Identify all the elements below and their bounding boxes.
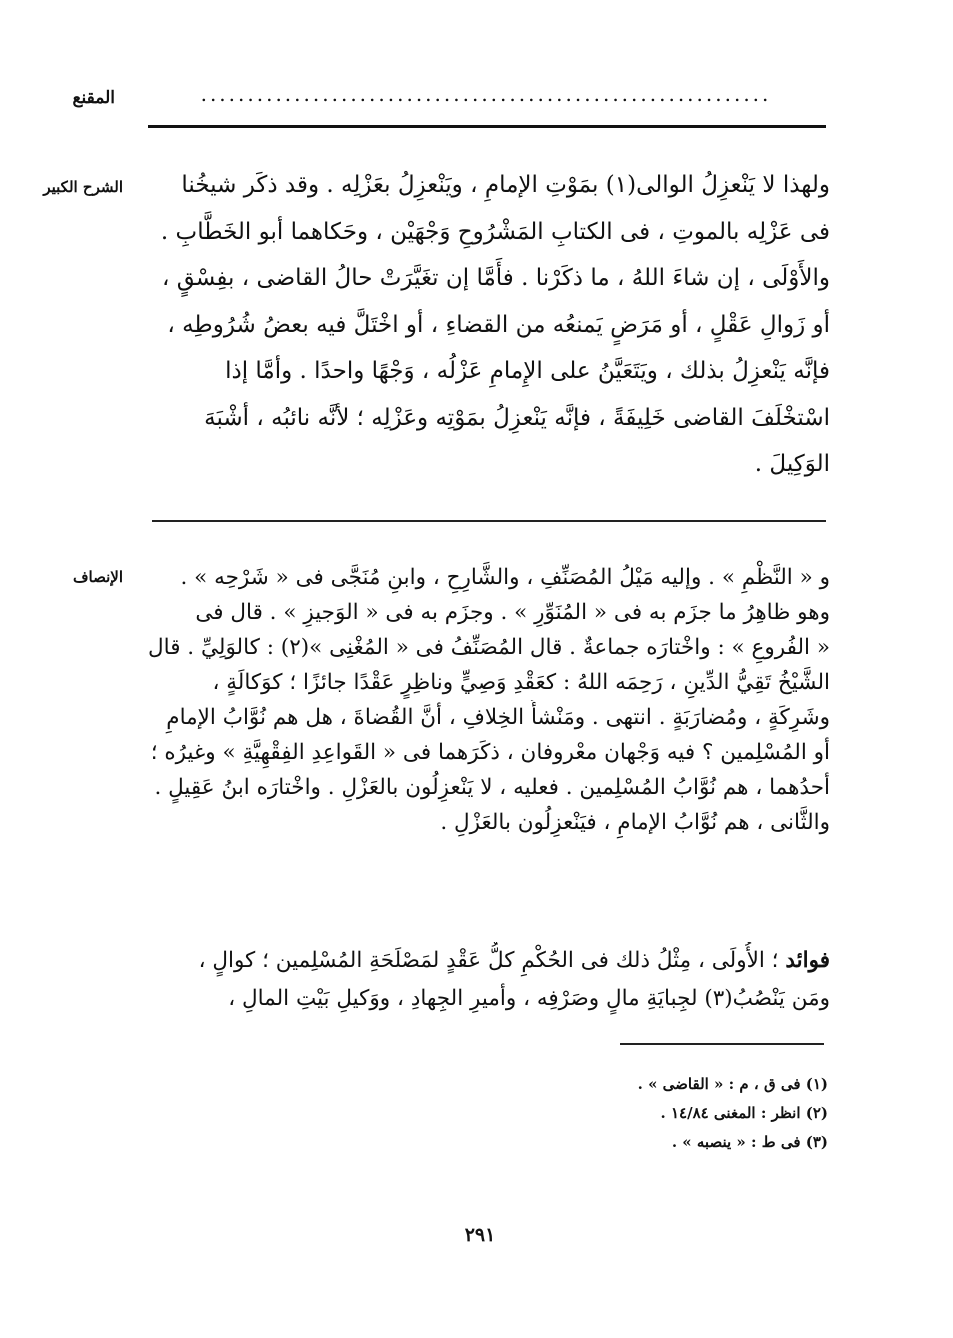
- footnote-item: (١) فى ق ، م : « القاضى » .: [637, 1075, 828, 1093]
- header-rule: [148, 125, 826, 128]
- text-line: و « النَّظْمِ » . وإليه مَيْلُ المُصَنِّفِ ، والشَّارِحِ ، وابنِ مُنَجَّى فى « شَرْحِه » .: [180, 565, 830, 590]
- text-line: وهو ظاهِرُ ما جزَم به فى « المُنَوِّرِ » . وجزَم به فى « الوَجيزِ » . قال فى: [195, 600, 830, 625]
- book-title: المقنع: [72, 88, 115, 108]
- fawaid-heading: فوائد: [785, 948, 830, 973]
- text-line: اسْتخْلَفَ القاضى خَلِيفَةً ، فإنَّه يَنْعزِلُ بمَوْتِه وعَزْلِه ؛ لأنَّه نائبُه ، أشْبَهَ: [204, 404, 830, 431]
- section-divider: [152, 520, 826, 522]
- sharh-text-block: [140, 162, 830, 488]
- fawaid-line-text: ؛ الأُولَى ، مِثْلُ ذلك فى الحُكْمِ كلُّ عَقْدٍ لمَصْلَحَةِ المُسْلِمين ؛ كوالٍ ،: [198, 948, 779, 973]
- text-line: أو المُسْلِمين ؟ فيه وَجْهان معْروفان ، ذكَرَهما فى « القَواعِدِ الفِقْهِيَّةِ » وغيرُه ؛: [150, 740, 830, 765]
- text-line: الشَّيْخُ تَقِيُّ الدِّينِ ، رَحِمَه اللهُ : كعَقْدِ وَصِيٍّ وناظِرٍ عَقْدًا جائزًا ؛ كوَكالَةٍ ،: [212, 670, 830, 695]
- text-line: وشَرِكَةٍ ، ومُضارَبَةٍ . انتهى . ومَنْشأُ الخِلافِ ، أنَّ القُضاةَ ، هل هم نُوَّابُ الإمامِ: [166, 705, 830, 730]
- side-label-insaf: الإنصاف: [72, 568, 123, 586]
- footnotes: [430, 1070, 828, 1157]
- text-line: [140, 942, 830, 980]
- text-line: ولهذا لا يَنْعزِلُ الوالى(١) بمَوْتِ الإمامِ ، ويَنْعزِلُ بعَزْلِه . وقد ذكَر شيخُنا: [181, 172, 830, 198]
- text-line: ومَن يَنْصُبُ(٣) لجِبايَةِ مالٍ وصَرْفِه ، وأميرِ الجِهادِ ، ووَكيلِ بَيْتِ المالِ ،: [228, 986, 830, 1011]
- side-label-sharh: الشرح الكبير: [43, 178, 123, 196]
- text-line: والأَوْلَى ، إن شاءَ اللهُ ، ما ذكَرْنا . فأَمَّا إن تغَيَّرَتْ حالُ القاضى ، بفِسْقٍ ،: [161, 265, 830, 291]
- insaf-text-block: [140, 560, 830, 840]
- text-line: والثَّانى ، هم نُوَّابُ الإمامِ ، فيَنْعزِلُون بالعَزْلِ .: [440, 810, 830, 835]
- footnote-item: (٣) فى ط : « ينصبه » .: [671, 1133, 828, 1151]
- text-line: فإنَّه يَنْعزِلُ بذلك ، ويَتَعَيَّنُ على الإِمامِ عَزْلُه ، وَجْهًا واحدًا . وأمَّا إذا: [225, 358, 830, 384]
- text-line: « الفُروعِ » : واخْتارَه جماعةٌ . قال المُصَنِّفُ فى « المُغْنِى »(٢) : كالوَلِيِّ . قال: [148, 635, 830, 660]
- header-dotted-leader: .............................................................: [200, 82, 772, 106]
- footnote-rule: [620, 1043, 824, 1045]
- fawaid-text-block: [140, 942, 830, 1018]
- text-line: فى عَزْلِه بالموتِ ، فى الكتابِ المَشْرُوحِ وَجْهَيْن ، وحَكاهما أبو الخَطَّابِ .: [160, 218, 830, 245]
- text-line: الوَكِيلَ .: [754, 451, 830, 477]
- text-line: أو زَوالِ عَقْلٍ ، أو مَرَضٍ يَمنعُه من القضاءِ ، أو اخْتَلَّ فيه بعضُ شُرُوطِه ،: [167, 311, 830, 338]
- footnote-item: (٢) انظر : المغنى ١٤/٨٤ .: [660, 1104, 828, 1122]
- text-line: أحدُهما ، هم نُوَّابُ المُسْلِمين . فعليه ، لا يَنْعزِلُون بالعَزْلِ . واخْتارَه ابنُ عَقِيلٍ .: [154, 775, 830, 800]
- page-number: ٢٩١: [464, 1224, 496, 1246]
